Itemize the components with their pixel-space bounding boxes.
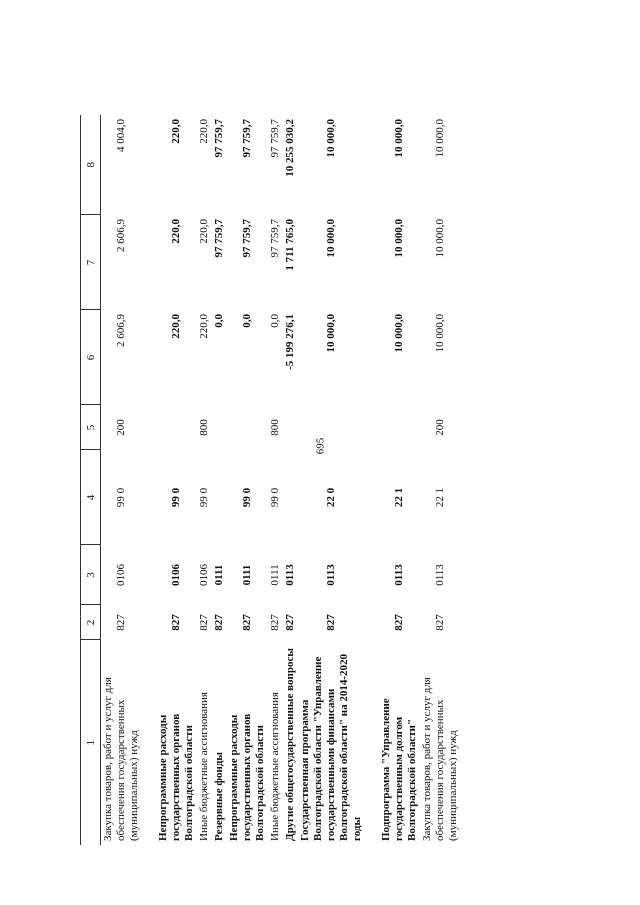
- row-amount-1: 0,0: [213, 314, 225, 328]
- row-section-code: 0113: [434, 564, 446, 586]
- header-cell: 7: [81, 215, 101, 310]
- header-cell: 1: [81, 640, 101, 845]
- table-row: [197, 115, 212, 845]
- header-cell: 4: [81, 450, 101, 545]
- row-amount-1: 0,0: [241, 314, 253, 328]
- row-description: Государственная программа Волгоградской области "Управление государственными финансами Волгоградской области" на 2014-2020 годы: [299, 653, 363, 841]
- table-row: [283, 115, 298, 845]
- row-amount-1: 0,0: [269, 314, 281, 328]
- row-amount-3: 10 255 030,2: [284, 119, 296, 177]
- row-section-code: 0111: [241, 564, 253, 586]
- row-description: Непрограммные расходы государственных органов Волгоградской области: [157, 713, 195, 841]
- row-ministry-code: 827: [269, 614, 281, 631]
- row-amount-3: 4 004,0: [115, 119, 127, 152]
- row-target-code: 99 0: [241, 487, 253, 508]
- row-ministry-code: 827: [241, 614, 253, 631]
- row-amount-1: 10 000,0: [434, 314, 446, 353]
- row-section-code: 0111: [213, 564, 225, 586]
- spacer-row: [142, 115, 156, 845]
- row-ministry-code: 827: [393, 614, 405, 631]
- row-ministry-code: 827: [198, 614, 210, 631]
- row-ministry-code: 827: [213, 614, 225, 631]
- header-cell: 3: [81, 545, 101, 605]
- table-row: [227, 115, 268, 845]
- header-cell: 8: [81, 115, 101, 215]
- row-expense-type: [298, 405, 365, 450]
- row-amount-1: 2 606,9: [115, 314, 127, 347]
- row-section-code: 0111: [269, 564, 281, 586]
- header-cell: 5: [81, 405, 101, 450]
- row-description: Непрограммные расходы государственных органов Волгоградской области: [228, 713, 266, 841]
- row-description: Закупка товаров, работ и услуг для обеспечения государственных (муниципальных) нужд: [421, 677, 459, 841]
- row-amount-2: 10 000,0: [393, 219, 405, 258]
- row-description: Резервные фонды: [213, 752, 225, 841]
- row-amount-1: -5 199 276,1: [284, 314, 296, 370]
- row-description: Закупка товаров, работ и услуг для обеспечения государственных (муниципальных) нужд: [102, 677, 140, 841]
- row-expense-type: 800: [269, 419, 281, 436]
- header-cell: 2: [81, 605, 101, 640]
- row-expense-type: 200: [434, 419, 446, 436]
- row-section-code: 0113: [393, 564, 405, 586]
- table-row: [156, 115, 197, 845]
- budget-table: [80, 115, 461, 845]
- row-target-code: 99 0: [269, 487, 281, 508]
- row-amount-2: 97 759,7: [213, 219, 225, 258]
- row-amount-2: 220,0: [170, 219, 182, 244]
- row-ministry-code: 827: [170, 614, 182, 631]
- row-ministry-code: 827: [115, 614, 127, 631]
- row-amount-3: 10 000,0: [393, 119, 405, 158]
- row-amount-1: 10 000,0: [393, 314, 405, 353]
- table-row: [298, 115, 365, 845]
- row-ministry-code: 827: [434, 614, 446, 631]
- row-target-code: [283, 450, 298, 545]
- row-amount-1: 220,0: [198, 314, 210, 339]
- row-amount-2: 10 000,0: [434, 219, 446, 258]
- row-amount-2: 2 606,9: [115, 219, 127, 252]
- row-section-code: 0106: [115, 564, 127, 586]
- row-amount-3: 10 000,0: [434, 119, 446, 158]
- row-section-code: 0113: [325, 564, 337, 586]
- row-amount-2: 1 711 765,0: [284, 219, 296, 271]
- row-target-code: 99 0: [170, 487, 182, 508]
- row-target-code: 99 0: [198, 487, 210, 508]
- row-amount-3: 10 000,0: [325, 119, 337, 158]
- header-row: [81, 115, 101, 845]
- row-section-code: 0106: [170, 564, 182, 586]
- row-expense-type: 800: [198, 419, 210, 436]
- row-section-code: 0113: [284, 564, 296, 586]
- row-target-code: 22 0: [325, 487, 337, 508]
- row-amount-1: 10 000,0: [325, 314, 337, 353]
- rotated-table-container: [80, 115, 540, 845]
- row-ministry-code: 827: [284, 614, 296, 631]
- row-ministry-code: 827: [325, 614, 337, 631]
- row-amount-3: 97 759,7: [269, 119, 281, 158]
- row-expense-type: [227, 405, 268, 450]
- row-amount-2: 220,0: [198, 219, 210, 244]
- row-expense-type: [212, 405, 227, 450]
- row-amount-3: 97 759,7: [213, 119, 225, 158]
- row-amount-1: 220,0: [170, 314, 182, 339]
- row-target-code: 22 1: [393, 487, 405, 508]
- table-row: [420, 115, 461, 845]
- row-target-code: 99 0: [115, 487, 127, 508]
- table-row: [379, 115, 420, 845]
- row-description: Иные бюджетные ассигнования: [269, 692, 281, 841]
- row-expense-type: [283, 405, 298, 450]
- row-amount-2: 97 759,7: [241, 219, 253, 258]
- table-body: [101, 115, 462, 845]
- table-row: [268, 115, 283, 845]
- row-expense-type: 200: [115, 419, 127, 436]
- spacer-row: [365, 115, 379, 845]
- row-expense-type: [379, 405, 420, 450]
- row-description: Другие общегосударственные вопросы: [284, 648, 296, 841]
- row-amount-3: 97 759,7: [241, 119, 253, 158]
- page-number: 695: [314, 437, 327, 455]
- row-amount-2: 97 759,7: [269, 219, 281, 258]
- row-description: Иные бюджетные ассигнования: [198, 692, 210, 841]
- row-expense-type: [156, 405, 197, 450]
- row-amount-2: 10 000,0: [325, 219, 337, 258]
- table-row: [212, 115, 227, 845]
- row-target-code: 22 1: [434, 487, 446, 508]
- table-row: [101, 115, 143, 845]
- row-amount-3: 220,0: [170, 119, 182, 144]
- header-cell: 6: [81, 310, 101, 405]
- row-description: Подпрограмма "Управление государственным долгом Волгоградской области": [380, 698, 418, 841]
- row-target-code: [212, 450, 227, 545]
- row-section-code: 0106: [198, 564, 210, 586]
- row-amount-3: 220,0: [198, 119, 210, 144]
